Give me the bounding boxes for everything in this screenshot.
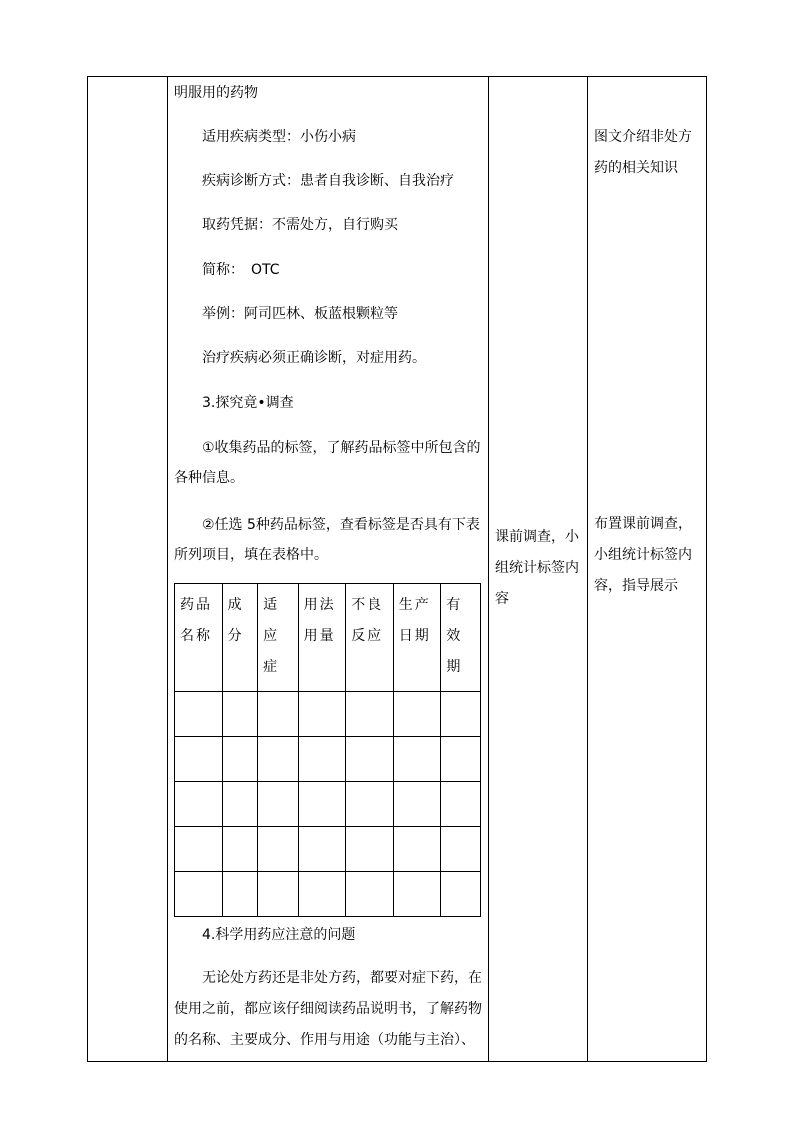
table-row xyxy=(175,827,481,872)
paragraph-line-3: 的名称、主要成分、作用与用途（功能与主治）、 xyxy=(174,1032,475,1048)
table-row xyxy=(175,692,481,737)
step-1-line-1: ①收集药品的标签，了解药品标签中所包含的 xyxy=(202,440,481,456)
disease-type: 适用疾病类型：小伤小病 xyxy=(202,129,356,145)
table-row xyxy=(175,782,481,827)
table-row xyxy=(175,872,481,917)
header-production-date: 生产日期 xyxy=(393,584,441,692)
paragraph-line-2: 使用之前，都应该仔细阅读药品说明书，了解药物 xyxy=(174,1001,482,1017)
treatment-note: 治疗疾病必须正确诊断，对症用药。 xyxy=(202,350,426,366)
diagnosis-method: 疾病诊断方式：患者自我诊断、自我治疗 xyxy=(202,173,454,189)
step-2-line-2: 所列项目，填在表格中。 xyxy=(174,547,328,563)
column-divider-1 xyxy=(167,76,168,1061)
paragraph-line-1: 无论处方药还是非处方药，都要对症下药，在 xyxy=(202,970,482,986)
section-3-heading: 3.探究竟•调查 xyxy=(202,395,294,411)
table-row xyxy=(175,737,481,782)
drug-label-table xyxy=(174,583,481,917)
header-dosage: 用法用量 xyxy=(298,584,346,692)
student-activity: 课前调查，小组统计标签内容 xyxy=(495,529,579,607)
abbreviation: 简称： OTC xyxy=(202,262,280,278)
purchase-basis: 取药凭据：不需处方，自行购买 xyxy=(202,217,398,233)
teacher-note-survey: 布置课前调查，小组统计标签内容，指导展示 xyxy=(594,516,692,594)
header-expiry: 有效期 xyxy=(441,584,481,692)
table-header-row xyxy=(175,584,481,692)
header-drug-name: 药品名称 xyxy=(175,584,223,692)
header-ingredients: 成分 xyxy=(222,584,257,692)
header-indications: 适应症 xyxy=(258,584,299,692)
header-side-effects: 不良反应 xyxy=(346,584,394,692)
column-divider-2 xyxy=(488,76,489,1061)
teacher-note-intro: 图文介绍非处方药的相关知识 xyxy=(594,129,692,176)
line-top: 明服用的药物 xyxy=(174,85,258,101)
section-4-heading: 4.科学用药应注意的问题 xyxy=(202,927,356,943)
example: 举例：阿司匹林、板蓝根颗粒等 xyxy=(202,306,398,322)
step-1-line-2: 各种信息。 xyxy=(174,470,244,486)
step-2-line-1: ②任选 5种药品标签，查看标签是否具有下表 xyxy=(202,517,480,533)
column-divider-3 xyxy=(587,76,588,1061)
